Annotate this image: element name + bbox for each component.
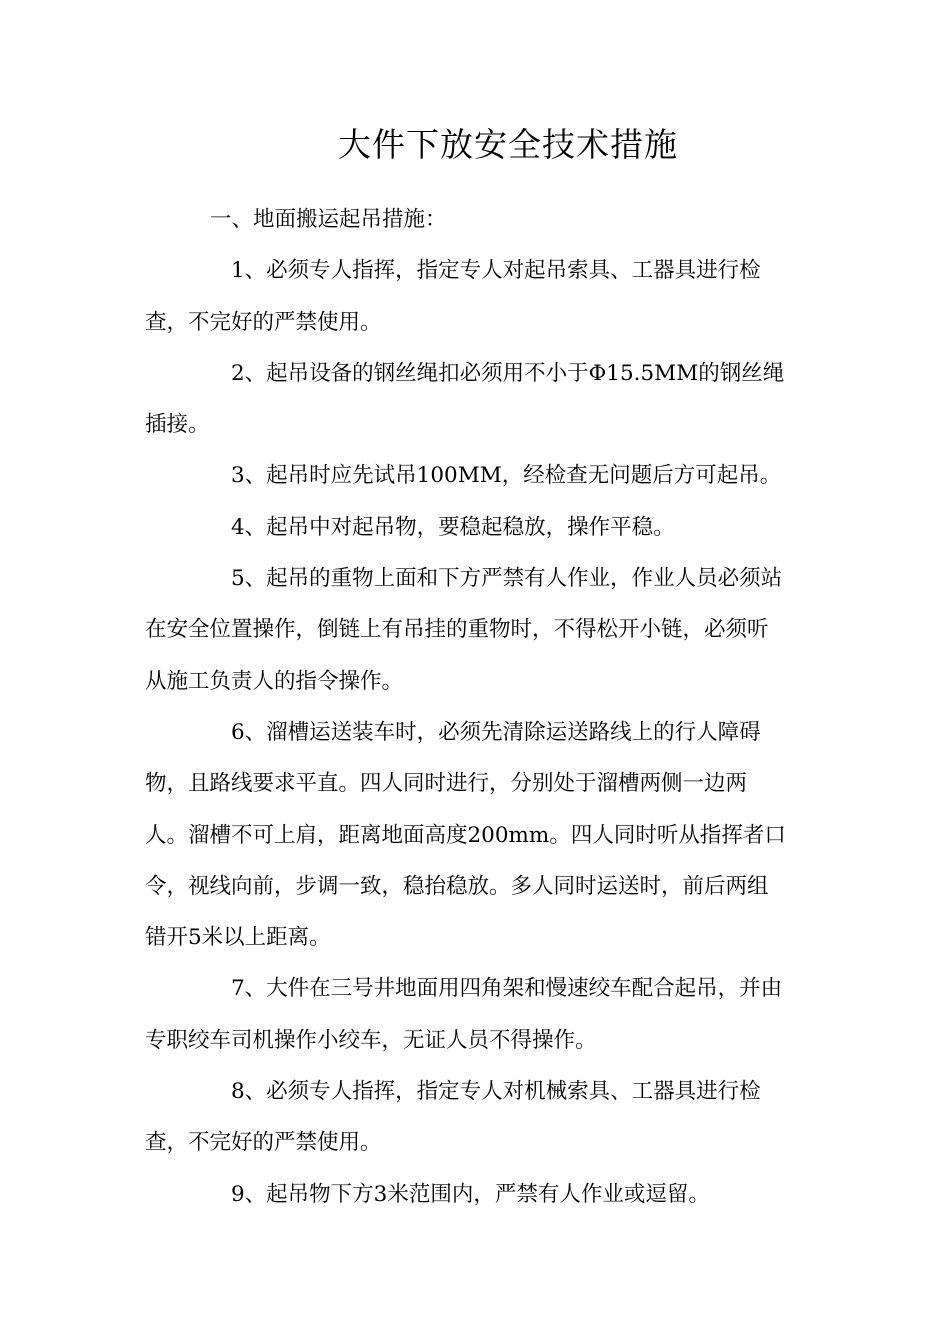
measure-item-4 [145, 502, 805, 553]
paragraph-line: 在安全位置操作，倒链上有吊挂的重物时，不得松开小链，必须听 [145, 617, 769, 643]
paragraph-line: 错开5米以上距离。 [145, 925, 331, 951]
paragraph-line: 6、溜槽运送装车时，必须先清除运送路线上的行人障碍 [231, 719, 761, 745]
paragraph-line: 1、必须专人指挥，指定专人对起吊索具、工器具进行检 [231, 258, 761, 284]
measure-item-7 [145, 963, 805, 1066]
paragraph-line: 5、起吊的重物上面和下方严禁有人作业，作业人员必须站 [231, 566, 783, 592]
paragraph-line: 7、大件在三号井地面用四角架和慢速绞车配合起吊，并由 [231, 976, 783, 1002]
measure-item-6 [145, 707, 805, 963]
measure-item-5 [145, 553, 805, 707]
paragraph-line: 令，视线向前，步调一致，稳抬稳放。多人同时运送时，前后两组 [145, 873, 769, 899]
paragraph-line: 插接。 [145, 412, 210, 438]
measure-item-2 [145, 348, 805, 451]
paragraph-line: 8、必须专人指挥，指定专人对机械索具、工器具进行检 [231, 1079, 761, 1105]
paragraph-line: 2、起吊设备的钢丝绳扣必须用不小于Φ15.5MM的钢丝绳 [231, 360, 785, 386]
paragraph-line: 专职绞车司机操作小绞车，无证人员不得操作。 [145, 1027, 597, 1053]
measure-item-1 [145, 245, 805, 348]
section-heading: 一、地面搬运起吊措施： [210, 207, 447, 232]
paragraph-line: 人。溜槽不可上肩，距离地面高度200mm。四人同时听从指挥者口 [145, 822, 786, 848]
document-title: 大件下放安全技术措施 [338, 125, 678, 164]
measure-item-8 [145, 1066, 805, 1169]
document-body [145, 194, 805, 1220]
paragraph-line: 4、起吊中对起吊物，要稳起稳放，操作平稳。 [231, 514, 675, 540]
paragraph-line: 物，且路线要求平直。四人同时进行，分别处于溜槽两侧一边两 [145, 771, 748, 797]
paragraph-line: 查，不完好的严禁使用。 [145, 1130, 382, 1156]
measure-item-3 [145, 450, 805, 501]
paragraph-line: 从施工负责人的指令操作。 [145, 668, 404, 694]
paragraph-line: 3、起吊时应先试吊100MM，经检查无问题后方可起吊。 [231, 463, 782, 489]
measure-item-9 [145, 1169, 805, 1220]
paragraph-line: 查，不完好的严禁使用。 [145, 309, 382, 335]
paragraph-line: 9、起吊物下方3米范围内，严禁有人作业或逗留。 [231, 1181, 710, 1207]
